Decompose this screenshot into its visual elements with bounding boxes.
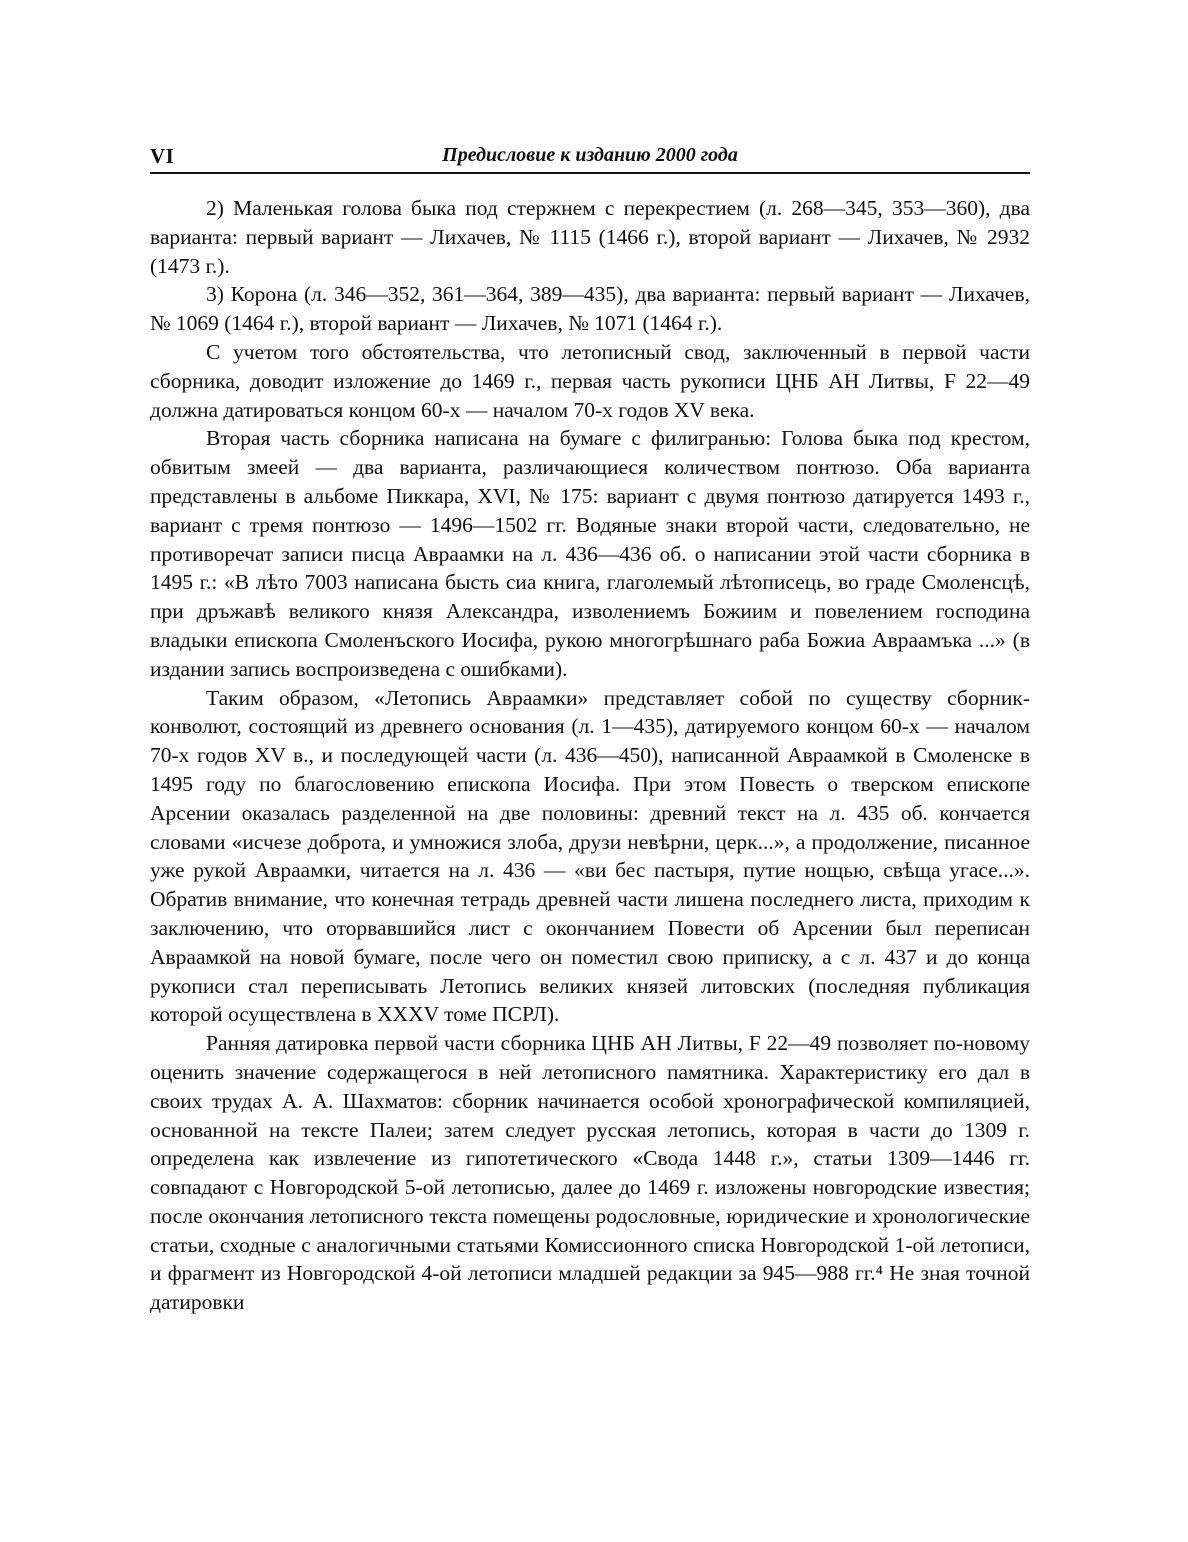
paragraph: С учетом того обстоятельства, что летописный свод, заключенный в первой части сборника, доводит изложение до 1469 г., первая часть рукописи ЦНБ АН Литвы, F 22—49 должна датироваться концом 60-х — началом 70-х годов XV века. <box>150 339 1030 422</box>
page-header <box>150 138 1030 172</box>
paragraph: 2) Маленькая голова быка под стержнем с перекрестием (л. 268—345, 353—360), два варианта: первый вариант — Лихачев, № 1115 (1466 г.), второй вариант — Лихачев, № 2932 (1473 г.). <box>150 196 1030 278</box>
paragraph: Таким образом, «Летопись Авраамки» представляет собой по существу сборник-конволют, состоящий из древнего основания (л. 1—435), датируемого концом 60-х — началом 70-х годов XV в., и последующей части (л. 436—450), написанной Авраамкой в Смоленске в 1495 году по благословению епископа Иосифа. При этом Повесть о тверском епископе Арсении оказалась разделенной на две половины: древний текст на л. 435 об. кончается словами «исчезе доброта, и умножися злоба, друзи невѣрни, церк...», а продолжение, писанное уже рукой Авраамки, читается на л. 436 — «ви бес пастыря, путие нощью, свѣща угасе...». Обратив внимание, что конечная тетрадь древней части лишена последнего листа, приходим к заключению, что оторвавшийся лист с окончанием Повести об Арсении был переписан Авраамкой на новой бумаге, после чего он поместил свою приписку, а с л. 437 и до конца рукописи стал переписывать Летопись великих князей литовских (последняя публикация которой осуществлена в XXXV томе ПСРЛ). <box>150 685 1030 1027</box>
paragraph: Ранняя датировка первой части сборника ЦНБ АН Литвы, F 22—49 позволяет по-новому оценить значение содержащегося в ней летописного памятника. Характеристику его дал в своих трудах А. А. Шахматов: сборник начинается особой хронографической компиляцией, основанной на тексте Палеи; затем следует русская летопись, которая в части до 1309 г. определена как извлечение из гипотетического «Свода 1448 г.», статьи 1309—1446 гг. совпадают с Новгородской 5-ой летописью, далее до 1469 г. изложены новгородские известия; после окончания летописного текста помещены родословные, юридические и хронологические статьи, сходные с аналогичными статьями Комиссионного списка Новгородской 1-ой летописи, и фрагмент из Новгородской 4-ой летописи младшей редакции за 945—988 гг.⁴ Не зная точной датировки <box>150 1031 1030 1315</box>
book-page <box>150 138 1030 1317</box>
paragraph: 3) Корона (л. 346—352, 361—364, 389—435), два варианта: первый вариант — Лихачев, № 1069 (1464 г.), второй вариант — Лихачев, № 1071 (1464 г.). <box>150 282 1030 336</box>
running-title: Предисловие к изданию 2000 года <box>442 144 738 166</box>
paragraph: Вторая часть сборника написана на бумаге с филигранью: Голова быка под крестом, обвитым змеей — два варианта, различающиеся количеством понтюзо. Оба варианта представлены в альбоме Пиккара, XVI, № 175: вариант с двумя понтюзо датируется 1493 г., вариант с тремя понтюзо — 1496—1502 гг. Водяные знаки второй части, следовательно, не противоречат записи писца Авраамки на л. 436—436 об. о написании этой части сборника в 1495 г.: «В лѣто 7003 написана бысть сиа книга, глаголемый лѣтописець, во граде Смоленсцѣ, при дръжавѣ великого князя Александра, изволениемъ Божиим и повелением господина владыки епископа Смоленъского Иосифа, рукою многогрѣшнаго раба Божиа Авраамъка ...» (в издании запись воспроизведена с ошибками). <box>150 426 1030 681</box>
body-text <box>150 194 1030 1317</box>
page-number: VI <box>150 144 175 168</box>
header-rule <box>150 172 1030 174</box>
